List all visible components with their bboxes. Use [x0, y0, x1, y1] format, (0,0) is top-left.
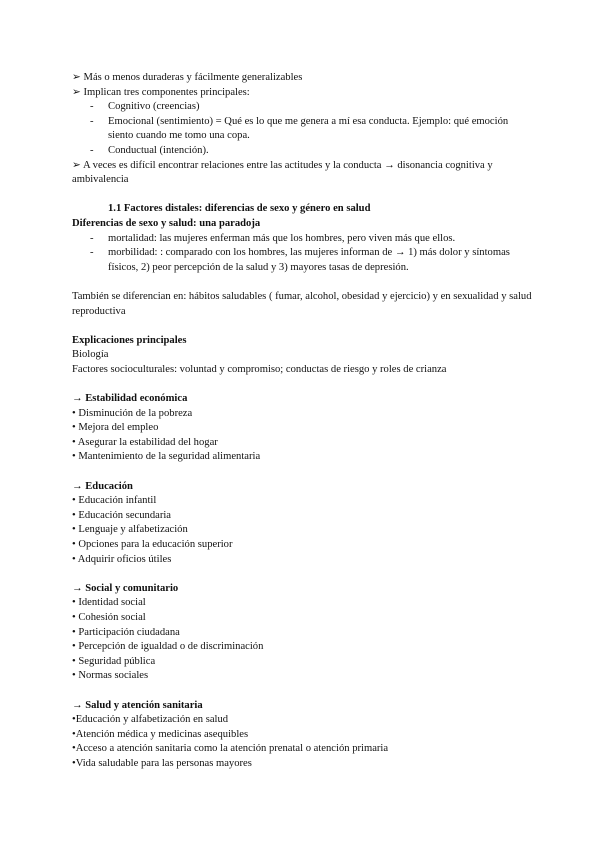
group-list-education [72, 494, 532, 567]
intro-line-durable: ➢ Más o menos duraderas y fácilmente generalizables [72, 72, 303, 83]
list-item: - Cognitivo (creencias) [90, 101, 200, 113]
list-item: • Cohesión social [72, 611, 146, 623]
list-item: • Disminución de la pobreza [72, 407, 193, 419]
group-title-education: → Educación [72, 480, 133, 492]
intro-line-components: ➢ Implican tres componentes principales: [72, 86, 250, 98]
list-item: • Identidad social [72, 597, 146, 609]
list-item: • Lenguaje y alfabetización [72, 524, 188, 536]
list-item: •Vida saludable para las personas mayores [72, 757, 252, 769]
list-item: • Participación ciudadana [72, 626, 180, 638]
list-item: • Opciones para la educación superior [72, 539, 233, 550]
intro-line-dissonance: ➢ A veces es difícil encontrar relaciones entre las actitudes y la conducta → disonancia cognitiva y ambivalencia [72, 159, 493, 186]
group-title-social: → Social y comunitario [72, 582, 179, 594]
group-list-health [72, 713, 532, 771]
list-item: • Adquirir oficios útiles [72, 553, 172, 565]
group-title-economic: → Estabilidad económica [72, 393, 188, 405]
explanations-title: Explicaciones principales [72, 334, 187, 346]
list-item: • Educación infantil [72, 495, 157, 507]
group-list-economic [72, 407, 532, 465]
list-item: • Educación secundaria [72, 509, 172, 521]
list-item: • Seguridad pública [72, 655, 156, 667]
list-item: • Mantenimiento de la seguridad alimentaria [72, 451, 261, 463]
document-page [72, 71, 532, 772]
list-item: • Normas sociales [72, 670, 149, 682]
list-item: - mortalidad: las mujeres enferman más que los hombres, pero viven más que ellos. [90, 232, 456, 244]
section-subheading: Diferencias de sexo y salud: una paradoja [72, 217, 261, 229]
group-title-health: → Salud y atención sanitaria [72, 699, 203, 711]
list-item: •Atención médica y medicinas asequibles [72, 728, 249, 740]
section-heading: 1.1 Factores distales: diferencias de sexo y género en salud [108, 203, 371, 215]
list-item: - Emocional (sentimiento) = Qué es lo que me genera a mí esa conducta. Ejemplo: qué emoción siento cuando me tomo una copa. [90, 115, 509, 142]
list-item: • Asegurar la estabilidad del hogar [72, 436, 218, 448]
list-item: - morbilidad: : comparado con los hombres, las mujeres informan de → 1) más dolor y síntomas físicos, 2) peor percepción de la salud y 3) mayores tasas de depresión. [90, 247, 510, 273]
explanations-socio: Factores socioculturales: voluntad y compromiso; conductas de riesgo y roles de crianza [72, 363, 447, 375]
also-differ-paragraph: También se diferencian en: hábitos saludables ( fumar, alcohol, obesidad y ejercicio) y en sexualidad y salud reproductiva [72, 290, 532, 317]
list-item: • Mejora del empleo [72, 422, 159, 434]
list-item: • Percepción de igualdad o de discriminación [72, 641, 264, 653]
list-item: •Educación y alfabetización en salud [72, 714, 229, 726]
components-list [72, 100, 532, 158]
differences-list [72, 232, 532, 276]
list-item: - Conductual (intención). [90, 144, 209, 156]
group-list-social [72, 596, 532, 684]
explanations-biology: Biología [72, 349, 109, 361]
list-item: •Acceso a atención sanitaria como la atención prenatal o atención primaria [72, 743, 389, 755]
